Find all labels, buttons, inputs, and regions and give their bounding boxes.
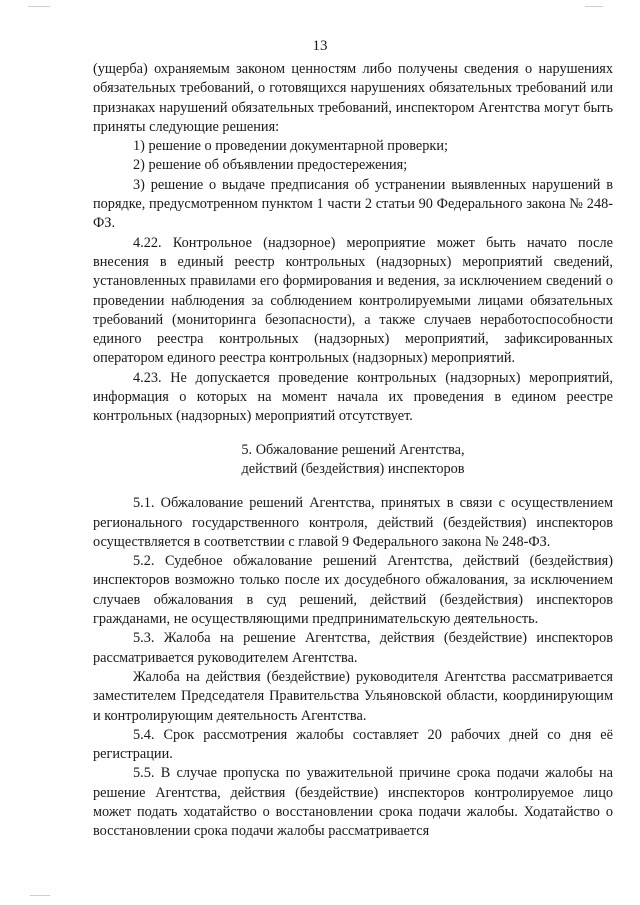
paragraph-5-3-complaint: Жалоба на действия (бездействие) руководителя Агентства рассматривается заместителем Председателя Правительства Ульяновской области, координирующим и контролирующим деятельность Агентства. xyxy=(93,668,613,724)
paragraph-intro: (ущерба) охраняемым законом ценностям либо получены сведения о нарушениях обязательных требований, о готовящихся нарушениях обязательных требований или признаках нарушений обязательных требований, инспектором Агентства могут быть приняты следующие решения: xyxy=(93,61,613,135)
paragraph-5-3: 5.3. Жалоба на решение Агентства, действия (бездействие) инспекторов рассматривается руководителем Агентства. xyxy=(93,630,613,666)
paragraph-5-4: 5.4. Срок рассмотрения жалобы составляет 20 рабочих дней со дня её регистрации. xyxy=(93,726,613,763)
document-body xyxy=(93,60,613,842)
page-number: 13 xyxy=(312,38,328,54)
paragraph-4-23: 4.23. Не допускается проведение контрольных (надзорных) мероприятий, информация о которых на момент начала их проведения в едином реестре контрольных (надзорных) мероприятий отсутствует. xyxy=(93,369,613,425)
list-item-1: 1) решение о проведении документарной проверки; xyxy=(133,138,448,155)
list-item-3: 3) решение о выдаче предписания об устранении выявленных нарушений в порядке, предусмотренном пунктом 1 части 2 статьи 90 Федерального закона № 248-ФЗ. xyxy=(93,176,613,232)
scan-artifact-top-left xyxy=(28,6,50,7)
scan-artifact-top-right xyxy=(585,6,603,7)
section-5-heading-line-1: 5. Обжалование решений Агентства, xyxy=(241,441,465,458)
paragraph-4-22: 4.22. Контрольное (надзорное) мероприятие может быть начато после внесения в единый реестр контрольных (надзорных) мероприятий сведений, установленных правилами его формирования и ведения, за исключением сведений о проведении наблюдения за соблюдением контролируемыми лицами обязательных требований (мониторинга безопасности), а также случаев неработоспособности единого реестра контрольных (надзорных) мероприятий, зафиксированных оператором единого реестра контрольных (надзорных) мероприятий. xyxy=(93,234,613,367)
scan-artifact-bottom-left xyxy=(30,895,50,896)
paragraph-5-2: 5.2. Судебное обжалование решений Агентства, действий (бездействия) инспекторов возможно только после их досудебного обжалования, за исключением случаев обжалования в суд решений, действий (бездействия) инспекторов гражданами, не осуществляющими предпринимательскую деятельность. xyxy=(93,553,613,628)
paragraph-5-5: 5.5. В случае пропуска по уважительной причине срока подачи жалобы на решение Агентства, действия (бездействие) инспекторов контролируемое лицо может подать ходатайство о восстановлении срока подачи жалобы. Ходатайство о восстановлении срока подачи жалобы рассматривается xyxy=(93,765,613,840)
paragraph-5-1: 5.1. Обжалование решений Агентства, принятых в связи с осуществлением регионального государственного контроля, действий (бездействия) инспекторов осуществляется в соответствии с главой 9 Федерального закона № 248-ФЗ. xyxy=(93,495,613,550)
section-5-heading-line-2: действий (бездействия) инспекторов xyxy=(241,460,465,477)
section-5-heading xyxy=(93,441,613,480)
list-item-2: 2) решение об объявлении предостережения; xyxy=(133,157,408,174)
